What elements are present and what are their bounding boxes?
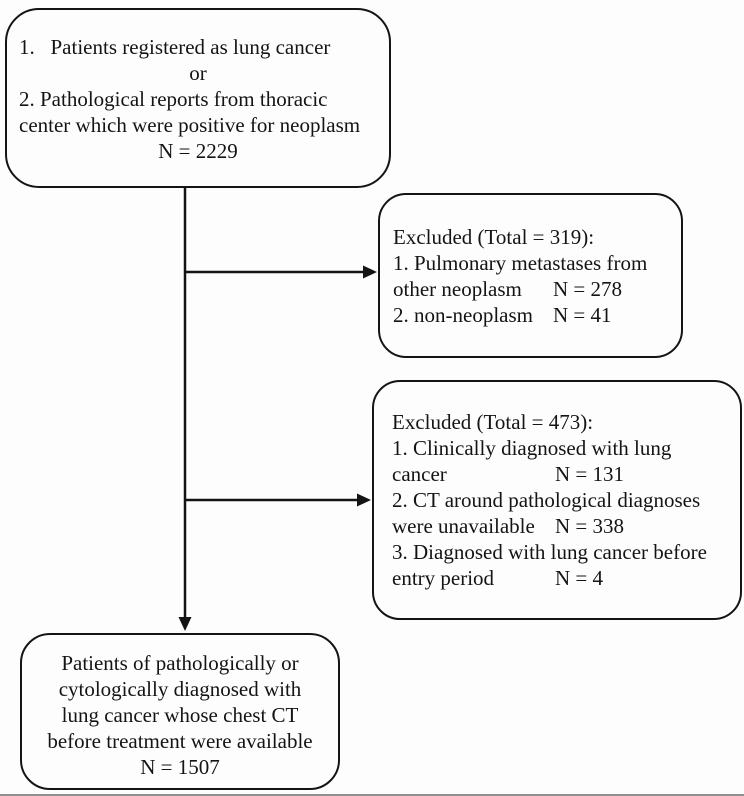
- excluded-2-title: Excluded (Total = 473):: [392, 410, 594, 434]
- excluded-1-reason-1-line-2: [393, 276, 671, 302]
- box-final-cohort: [20, 633, 340, 790]
- final-line-2: cytologically diagnosed with: [58, 677, 302, 701]
- box-excluded-2: [372, 380, 742, 620]
- source-item-1: 1. Patients registered as lung cancer: [19, 35, 331, 59]
- excluded-1-reason-1-text: other neoplasm: [393, 277, 522, 301]
- source-or: or: [189, 61, 207, 85]
- source-item-2-line-1: 2. Pathological reports from thoracic: [19, 87, 328, 111]
- excluded-1-reason-2-text: 2. non-neoplasm: [393, 303, 533, 327]
- excluded-1-reason-2-n: N = 41: [553, 303, 612, 327]
- excluded-2-reason-2-n: N = 338: [555, 514, 625, 538]
- excluded-2-reason-1-text: cancer: [392, 462, 447, 486]
- excluded-2-reason-3-line-1: 3. Diagnosed with lung cancer before: [392, 540, 707, 564]
- source-item-2-line-2: center which were positive for neoplasm: [19, 113, 361, 137]
- excluded-2-reason-3-text: entry period: [392, 566, 495, 590]
- excluded-2-reason-3-n: N = 4: [555, 566, 604, 590]
- excluded-2-reason-1-line-2: [392, 461, 730, 487]
- excluded-1-reason-1-n: N = 278: [553, 277, 623, 301]
- box-excluded-1: [378, 193, 683, 358]
- excluded-2-reason-2-text: were unavailable: [392, 514, 535, 538]
- excluded-2-reason-2-line-1: 2. CT around pathological diagnoses: [392, 488, 701, 512]
- source-n-count: N = 2229: [158, 139, 238, 163]
- final-line-3: lung cancer whose chest CT: [61, 703, 299, 727]
- excluded-2-reason-1-line-1: 1. Clinically diagnosed with lung: [392, 436, 672, 460]
- excluded-1-reason-1-line-1: 1. Pulmonary metastases from: [393, 251, 648, 275]
- excluded-2-reason-3-line-2: [392, 565, 730, 591]
- excluded-2-reason-1-n: N = 131: [555, 462, 625, 486]
- excluded-2-reason-2-line-2: [392, 513, 730, 539]
- final-n-count: N = 1507: [140, 755, 220, 779]
- arrow-to-excluded-1: [185, 266, 377, 279]
- arrow-to-excluded-2: [185, 494, 371, 507]
- excluded-1-reason-2-line: [393, 302, 671, 328]
- final-line-1: Patients of pathologically or: [61, 651, 299, 675]
- arrow-main-flow: [179, 186, 192, 631]
- final-line-4: before treatment were available: [47, 729, 313, 753]
- excluded-1-title: Excluded (Total = 319):: [393, 225, 595, 249]
- box-registered-patients: [5, 8, 391, 188]
